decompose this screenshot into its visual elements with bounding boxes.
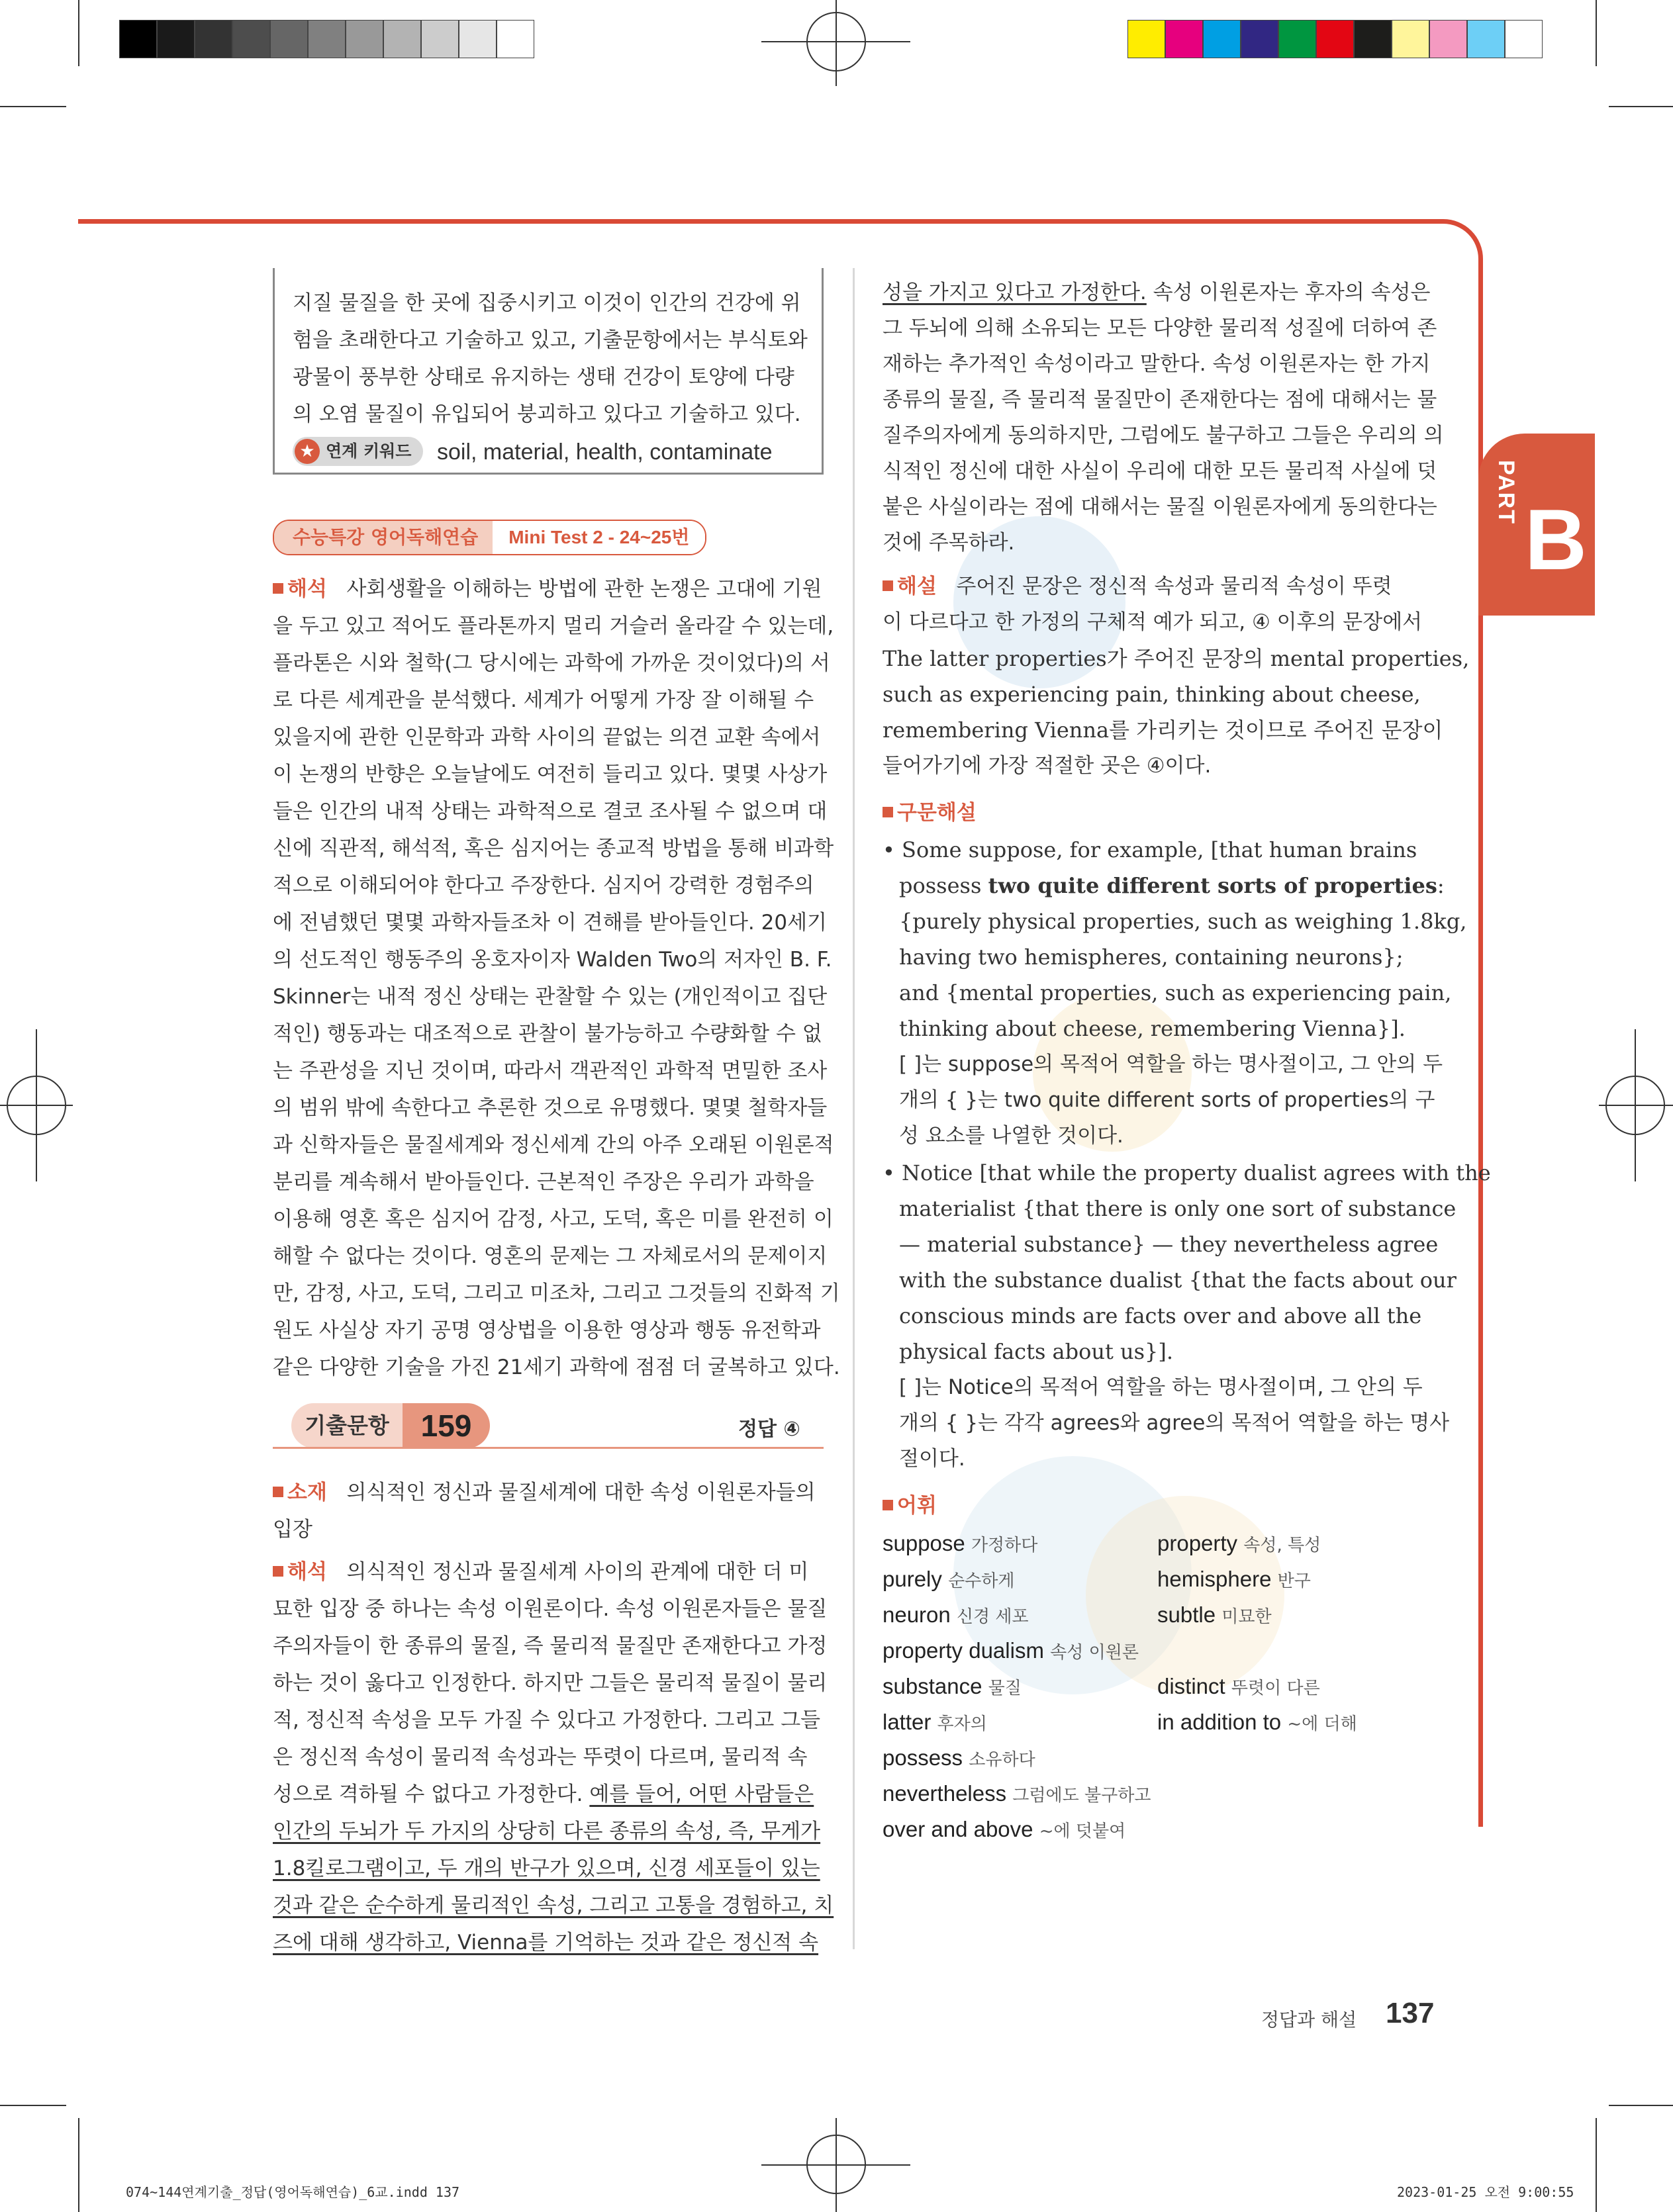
- color-swatch: [1241, 20, 1278, 58]
- color-swatch: [1467, 20, 1505, 58]
- gumun-line: having two hemispheres, containing neurons};: [899, 945, 1404, 970]
- haeseok-line: [273, 576, 822, 602]
- vocab-ko: 미묘한: [1221, 1607, 1272, 1627]
- haeseok-line: 이 논쟁의 반향은 오늘날에도 여전히 들리고 있다. 몇몇 사상가: [273, 762, 828, 786]
- haeseok-line: 의 범위 밖에 속한다고 추론한 것으로 유명했다. 몇몇 철학자들: [273, 1096, 828, 1120]
- vocab-ko: 후자의: [937, 1714, 987, 1734]
- footer-section: 정답과 해설: [1261, 2009, 1357, 2031]
- gray-swatch: [346, 20, 383, 58]
- haeseok2-line: 주의자들이 한 종류의 물질, 즉 물리적 물질만 존재한다고 가정: [273, 1634, 828, 1658]
- vocab-en: nevertheless: [883, 1781, 1007, 1806]
- vocab-ko: ~에 더해: [1287, 1714, 1357, 1734]
- haeseok-line: 들은 인간의 내적 상태는 과학적으로 결코 조사될 수 없으며 대: [273, 800, 828, 823]
- gumun-line: {purely physical properties, such as weighing 1.8kg,: [899, 909, 1467, 934]
- crop-mark: [78, 0, 79, 66]
- vocab-item: [1157, 1530, 1321, 1559]
- vocab-en: property: [1157, 1531, 1238, 1555]
- cont-line: 식적인 정신에 대한 사실이 우리에 대한 모든 물리적 사실에 덧: [883, 459, 1437, 483]
- gray-swatch: [497, 20, 534, 58]
- vocab-ko: 반구: [1277, 1571, 1311, 1591]
- vocab-en: purely: [883, 1567, 942, 1591]
- haeseol-line: 이 다르다고 한 가정의 구체적 예가 되고, ④ 이후의 문장에서: [883, 610, 1423, 634]
- vocab-en: substance: [883, 1674, 982, 1698]
- vocab-en: neuron: [883, 1602, 951, 1627]
- color-swatch: [1278, 20, 1316, 58]
- haeseok2-line: 인간의 두뇌가 두 가지의 상당히 다른 종류의 속성, 즉, 무게가: [273, 1820, 821, 1843]
- color-swatch: [1392, 20, 1429, 58]
- vocab-item: [1157, 1673, 1320, 1702]
- cont-line: 붙은 사실이라는 점에 대해서는 물질 이원론자에게 동의한다는: [883, 495, 1437, 519]
- section-label: 소재: [287, 1481, 327, 1504]
- vocab-item: [883, 1566, 1015, 1594]
- sojae-line: [273, 1479, 816, 1506]
- gray-swatch: [308, 20, 346, 58]
- haeseok-line: 로 다른 세계관을 분석했다. 세계가 어떻게 가장 잘 이해될 수: [273, 688, 814, 712]
- gray-swatch: [232, 20, 270, 58]
- question-label: [291, 1403, 490, 1448]
- haeseok-line: 을 두고 있고 적어도 플라톤까지 멀리 거슬러 올라갈 수 있는데,: [273, 614, 834, 638]
- vocab-ko: 속성, 특성: [1243, 1536, 1321, 1555]
- vocab-item: [1157, 1566, 1311, 1594]
- vocab-en: possess: [883, 1745, 963, 1770]
- gray-swatch: [270, 20, 308, 58]
- file-slug: 074~144연계기출_정답(영어독해연습)_6교.indd 137: [126, 2184, 460, 2200]
- vocab-item: [1157, 1602, 1272, 1630]
- question-number: 159: [403, 1403, 490, 1448]
- box-line: 의 오염 물질이 유입되어 붕괴하고 있다고 기술하고 있다.: [293, 402, 801, 426]
- haeseol-line: 들어가기에 가장 적절한 곳은 ④이다.: [883, 754, 1212, 778]
- haeseok2-line: 1.8킬로그램이고, 두 개의 반구가 있으며, 신경 세포들이 있는: [273, 1857, 820, 1880]
- box-line: 광물이 풍부한 상태로 유지하는 생태 건강이 토양에 다량: [293, 365, 794, 389]
- haeseok2-line: 하는 것이 옳다고 인정한다. 하지만 그들은 물리적 물질이 물리: [273, 1671, 828, 1695]
- vocab-ko: 속성 이원론: [1050, 1643, 1139, 1663]
- header-rule: [78, 219, 1441, 224]
- gumun-line: with the substance dualist {that the facts about our: [899, 1267, 1457, 1293]
- part-tab: [1478, 434, 1595, 616]
- haeseok-line: 적으로 이해되어야 한다고 주장한다. 심지어 강력한 경험주의: [273, 874, 814, 898]
- crop-mark: [1609, 106, 1673, 107]
- keyword-badge-label: 연계 키워드: [326, 441, 412, 461]
- vocab-en: hemisphere: [1157, 1567, 1272, 1591]
- gray-swatch: [195, 20, 232, 58]
- haeseok-line: 에 전념했던 몇몇 과학자들조차 이 견해를 받아들인다. 20세기: [273, 911, 827, 935]
- text-span: :: [1437, 873, 1445, 898]
- haeseok-line: Skinner는 내적 정신 상태는 관찰할 수 있는 (개인적이고 집단: [273, 985, 828, 1009]
- section-label: 해석: [287, 1560, 327, 1584]
- gray-swatch: [157, 20, 195, 58]
- crop-mark: [0, 106, 66, 107]
- haeseok-line: 의 선도적인 행동주의 옹호자이자 Walden Two의 저자인 B. F.: [273, 948, 832, 972]
- crop-mark: [1609, 2105, 1673, 2106]
- haeseok-line: 플라톤은 시와 철학(그 당시에는 과학에 가까운 것이었다)의 서: [273, 651, 830, 675]
- vocab-ko: 그럼에도 불구하고: [1012, 1786, 1151, 1806]
- cont-line: [883, 279, 1431, 306]
- vocab-en: distinct: [1157, 1674, 1225, 1698]
- square-bullet-icon: [273, 1566, 283, 1577]
- page-number: 137: [1386, 1997, 1435, 2029]
- gumun-line: [ ]는 Notice의 목적어 역할을 하는 명사절이며, 그 안의 두: [899, 1375, 1423, 1399]
- gumun-line: [899, 872, 1445, 899]
- haeseok2-line: 것과 같은 순수하게 물리적인 속성, 그리고 고통을 경험하고, 치: [273, 1894, 834, 1917]
- column-divider: [853, 268, 855, 1949]
- part-letter: B: [1525, 491, 1587, 588]
- gumun-header: [883, 800, 977, 826]
- haeseok-line: 있을지에 관한 인문학과 과학 사이의 끝없는 의견 교환 속에서: [273, 725, 821, 749]
- gumun-line: thinking about cheese, remembering Vienna}].: [899, 1016, 1406, 1041]
- haeseol-line: remembering Vienna를 가리키는 것이므로 주어진 문장이: [883, 717, 1443, 743]
- gray-swatch: [383, 20, 421, 58]
- registration-mark-line: [0, 1105, 73, 1106]
- text-span: 성으로 격하될 수 없다고 가정한다.: [273, 1782, 590, 1806]
- section-label: 해석: [287, 577, 327, 601]
- mini-test-book: 수능특강 영어독해연습: [274, 521, 493, 554]
- color-swatch: [1505, 20, 1543, 58]
- crop-mark: [1596, 0, 1597, 66]
- haeseok-line: 이용해 영혼 혹은 심지어 감정, 사고, 도덕, 혹은 미를 완전히 이: [273, 1207, 834, 1231]
- vocab-item: [883, 1602, 1029, 1630]
- text-span: 의식적인 정신과 물질세계 사이의 관계에 대한 더 미: [346, 1560, 809, 1584]
- gumun-line: materialist {that there is only one sort of substance: [899, 1196, 1457, 1221]
- text-span: 주어진 문장은 정신적 속성과 물리적 속성이 뚜렷: [956, 575, 1392, 598]
- square-bullet-icon: [273, 583, 283, 594]
- haeseok2-line: 즈에 대해 생각하고, Vienna를 기억하는 것과 같은 정신적 속: [273, 1931, 819, 1955]
- cont-line: 재하는 추가적인 속성이라고 말한다. 속성 이원론자는 한 가지: [883, 352, 1431, 376]
- registration-mark-line: [836, 0, 837, 86]
- gumun-line: 개의 { }는 two quite different sorts of properties의 구: [899, 1088, 1435, 1112]
- haeseok2-line: [273, 1559, 808, 1585]
- text-span: possess: [899, 873, 988, 898]
- crop-mark: [78, 2118, 79, 2212]
- haeseok-line: 같은 다양한 기술을 가진 21세기 과학에 점점 더 굴복하고 있다.: [273, 1356, 840, 1379]
- vocab-en: over and above: [883, 1817, 1033, 1841]
- registration-mark-line: [761, 2164, 910, 2166]
- registration-mark-line: [761, 41, 910, 42]
- crop-mark: [1596, 2118, 1597, 2212]
- cont-line: 것에 주목하라.: [883, 531, 1015, 555]
- keyword-badge: [293, 437, 423, 466]
- vocab-item: [883, 1816, 1125, 1845]
- gumun-line: physical facts about us}].: [899, 1339, 1174, 1364]
- vocab-item: [883, 1745, 1035, 1773]
- mini-test-range: Mini Test 2 - 24~25번: [493, 521, 705, 554]
- vocab-en: in addition to: [1157, 1710, 1282, 1734]
- vocab-ko: 물질: [988, 1679, 1022, 1698]
- gray-swatch: [421, 20, 459, 58]
- text-span: 사회생활을 이해하는 방법에 관한 논쟁은 고대에 기원: [346, 577, 822, 601]
- vocab-ko: 가정하다: [971, 1536, 1038, 1555]
- underlined-span: 성을 가지고 있다고 가정한다.: [883, 281, 1147, 304]
- sojae-line: 입장: [273, 1518, 312, 1542]
- vocab-header: [883, 1493, 937, 1519]
- vocab-en: subtle: [1157, 1602, 1216, 1627]
- text-span: 속성 이원론자는 후자의 속성은: [1146, 281, 1431, 304]
- square-bullet-icon: [273, 1487, 283, 1497]
- square-bullet-icon: [883, 807, 893, 817]
- haeseok-line: 분리를 계속해서 받아들인다. 근본적인 주장은 우리가 과학을: [273, 1170, 814, 1194]
- vocab-item: [883, 1780, 1151, 1809]
- section-label: 어휘: [897, 1494, 937, 1518]
- haeseok-line: 해할 수 없다는 것이다. 영혼의 문제는 그 자체로서의 문제이지: [273, 1244, 828, 1268]
- part-label: PART: [1494, 460, 1519, 526]
- haeseok2-line: [273, 1781, 814, 1808]
- section-label: 구문해설: [897, 801, 977, 825]
- gumun-line: • Some suppose, for example, [that human brains: [883, 837, 1417, 862]
- vocab-ko: 뚜렷이 다른: [1231, 1679, 1320, 1698]
- haeseok-line: 적인) 행동과는 대조적으로 관찰이 불가능하고 수량화할 수 없: [273, 1022, 822, 1046]
- vocab-en: property dualism: [883, 1638, 1044, 1663]
- vocab-item: [883, 1637, 1139, 1666]
- grayscale-calibration-strip: [119, 20, 534, 58]
- timestamp-slug: 2023-01-25 오전 9:00:55: [1397, 2184, 1574, 2200]
- section-label: 해설: [897, 575, 937, 598]
- color-swatch: [1165, 20, 1203, 58]
- haeseol-line: The latter properties가 주어진 문장의 mental properties,: [883, 646, 1470, 671]
- haeseol-line: [883, 573, 1392, 600]
- haeseok-line: 과 신학자들은 물질세계와 정신세계 간의 아주 오래된 이원론적: [273, 1133, 834, 1157]
- vocab-item: [883, 1673, 1022, 1702]
- cont-line: 그 두뇌에 의해 소유되는 모든 다양한 물리적 성질에 더하여 존: [883, 316, 1437, 340]
- vocab-item: [883, 1709, 987, 1737]
- haeseok-line: 만, 감정, 사고, 도덕, 그리고 미조차, 그리고 그것들의 진화적 기: [273, 1281, 840, 1305]
- color-swatch: [1429, 20, 1467, 58]
- text-span: 의식적인 정신과 물질세계에 대한 속성 이원론자들의: [346, 1481, 816, 1504]
- vocab-en: latter: [883, 1710, 932, 1734]
- vocab-item: [1157, 1709, 1357, 1737]
- vocab-ko: 순수하게: [948, 1571, 1015, 1591]
- registration-mark-line: [1599, 1105, 1673, 1106]
- cont-line: 질주의자에게 동의하지만, 그럼에도 불구하고 그들은 우리의 의: [883, 424, 1444, 447]
- haeseok2-line: 은 정신적 속성이 물리적 속성과는 뚜렷이 다르며, 물리적 속: [273, 1745, 808, 1769]
- vocab-item: [883, 1530, 1037, 1559]
- vocab-en: suppose: [883, 1531, 965, 1555]
- question-rule: [273, 1447, 824, 1449]
- haeseok2-line: 묘한 입장 중 하나는 속성 이원론이다. 속성 이원론자들은 물질: [273, 1597, 828, 1621]
- vocab-ko: ~에 덧붙여: [1039, 1821, 1126, 1841]
- vocab-ko: 신경 세포: [956, 1607, 1029, 1627]
- haeseok-line: 는 주관성을 지닌 것이며, 따라서 객관적인 과학적 면밀한 조사: [273, 1059, 828, 1083]
- haeseok-line: 원도 사실상 자기 공명 영상법을 이용한 영상과 행동 유전학과: [273, 1318, 821, 1342]
- underlined-span: 예를 들어, 어떤 사람들은: [589, 1782, 814, 1806]
- color-swatch: [1316, 20, 1354, 58]
- gumun-line: 절이다.: [899, 1447, 965, 1471]
- answer: 정답 ④: [738, 1418, 800, 1441]
- vocab-ko: 소유하다: [969, 1750, 1035, 1770]
- color-swatch: [1203, 20, 1241, 58]
- gumun-line: • Notice [that while the property dualist agrees with the: [883, 1160, 1491, 1185]
- box-line: 험을 초래한다고 기술하고 있고, 기출문항에서는 부식토와: [293, 328, 808, 352]
- crop-mark: [0, 2105, 66, 2106]
- square-bullet-icon: [883, 1500, 893, 1510]
- gumun-line: — material substance} — they nevertheless agree: [899, 1232, 1439, 1257]
- gumun-line: [ ]는 suppose의 목적어 역할을 하는 명사절이고, 그 안의 두: [899, 1052, 1443, 1076]
- bold-span: two quite different sorts of properties: [988, 873, 1437, 898]
- color-calibration-strip: [1127, 20, 1543, 58]
- gumun-line: conscious minds are facts over and above all the: [899, 1303, 1422, 1328]
- gumun-line: 성 요소를 나열한 것이다.: [899, 1124, 1123, 1148]
- star-icon: ★: [295, 439, 320, 464]
- haeseok2-line: 적, 정신적 속성을 모두 가질 수 있다고 가정한다. 그리고 그들: [273, 1708, 821, 1732]
- mini-test-label: [273, 520, 706, 555]
- gray-swatch: [119, 20, 157, 58]
- keywords: soil, material, health, contaminate: [437, 439, 773, 465]
- gray-swatch: [459, 20, 497, 58]
- square-bullet-icon: [883, 580, 893, 591]
- color-swatch: [1127, 20, 1165, 58]
- color-swatch: [1354, 20, 1392, 58]
- cont-line: 종류의 물질, 즉 물리적 물질만이 존재한다는 점에 대해서는 물: [883, 388, 1437, 412]
- box-line: 지질 물질을 한 곳에 집중시키고 이것이 인간의 건강에 위: [293, 291, 801, 315]
- haeseol-line: such as experiencing pain, thinking about cheese,: [883, 682, 1421, 707]
- question-label-text: 기출문항: [291, 1403, 403, 1448]
- gumun-line: and {mental properties, such as experiencing pain,: [899, 980, 1452, 1005]
- gumun-line: 개의 { }는 각각 agrees와 agree의 목적어 역할을 하는 명사: [899, 1411, 1450, 1435]
- haeseok-line: 신에 직관적, 해석적, 혹은 심지어는 종교적 방법을 통해 비과학: [273, 837, 834, 860]
